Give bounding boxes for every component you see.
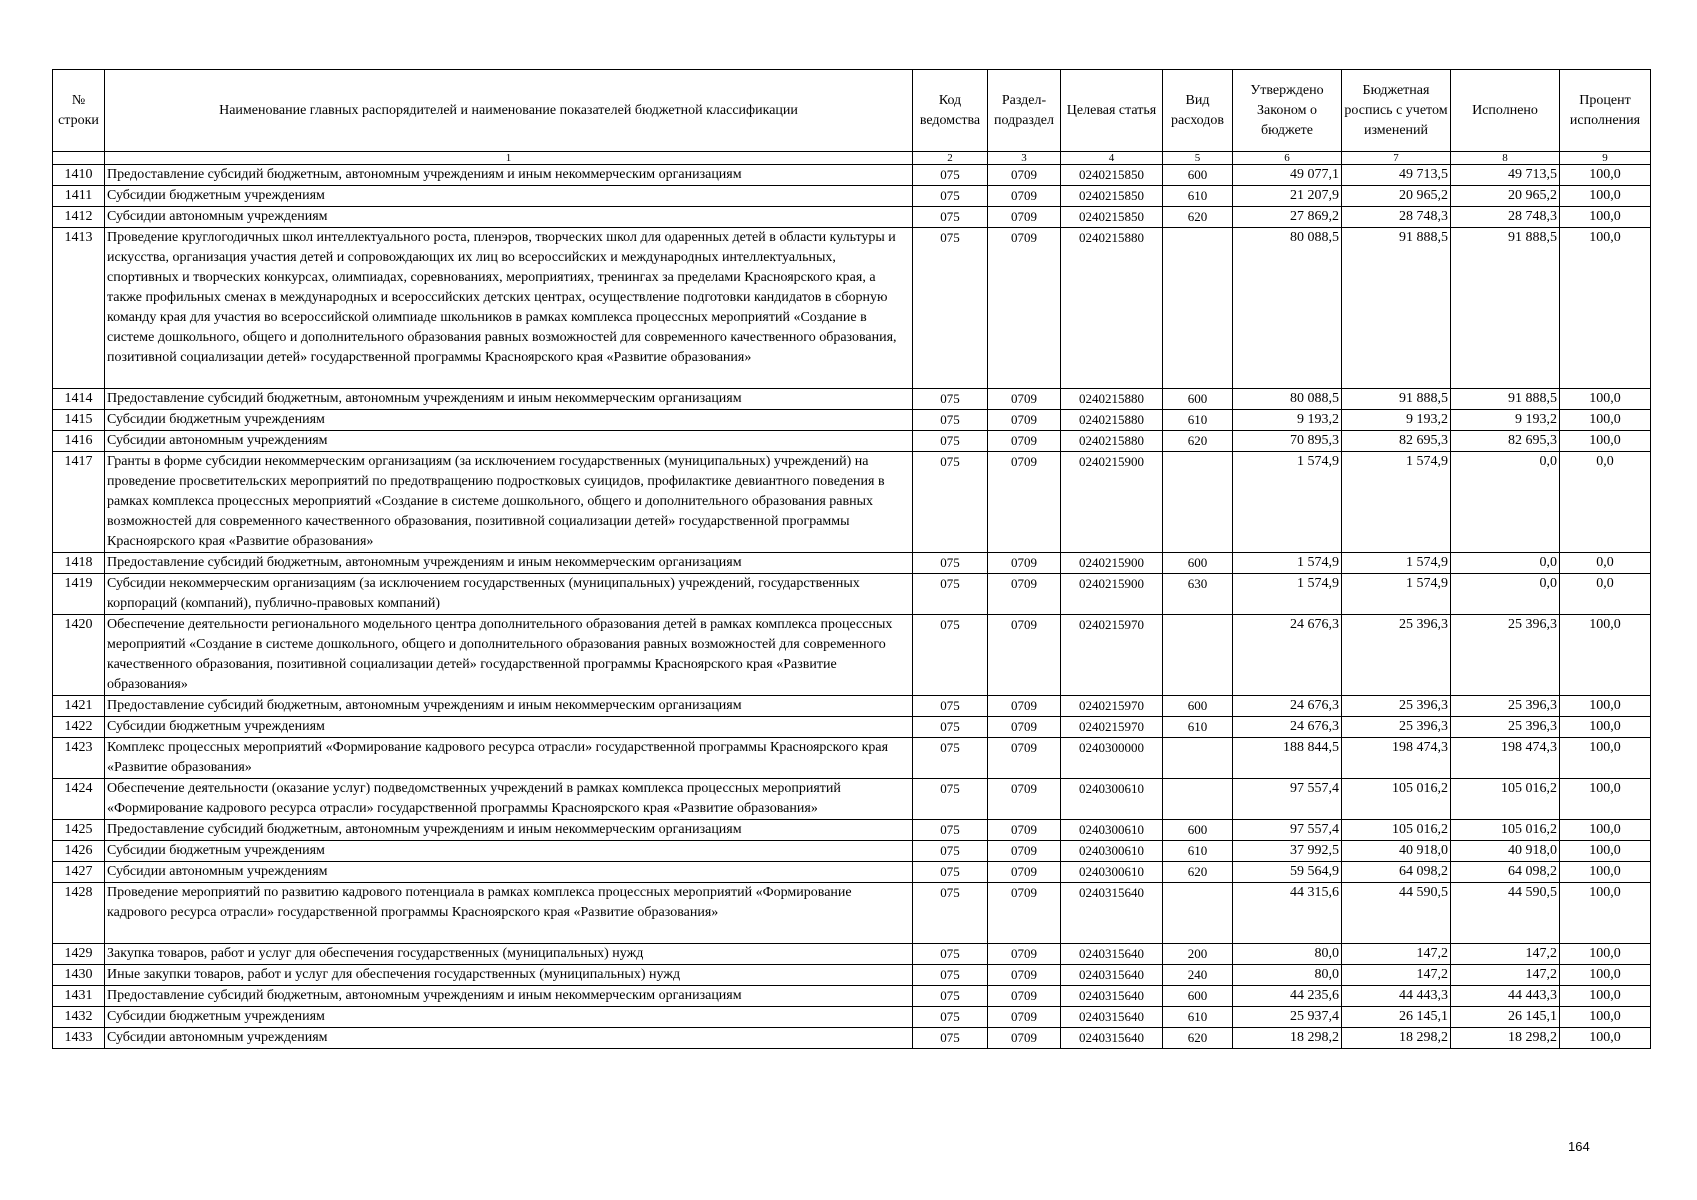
table-row (53, 431, 1651, 452)
section-cell: 0709 (988, 186, 1061, 207)
percent-cell: 100,0 (1560, 410, 1651, 431)
approved-amount-cell: 1 574,9 (1233, 452, 1342, 553)
target-article-cell: 0240315640 (1061, 883, 1163, 944)
expense-type-cell: 630 (1163, 574, 1233, 615)
row-number-cell: 1431 (53, 986, 105, 1007)
target-article-cell: 0240215900 (1061, 452, 1163, 553)
row-number-cell: 1422 (53, 717, 105, 738)
approved-amount-cell: 27 869,2 (1233, 207, 1342, 228)
department-code-cell: 075 (913, 574, 988, 615)
row-number-cell: 1432 (53, 1007, 105, 1028)
row-number-cell: 1423 (53, 738, 105, 779)
approved-amount-cell: 9 193,2 (1233, 410, 1342, 431)
approved-amount-cell: 37 992,5 (1233, 841, 1342, 862)
percent-cell: 100,0 (1560, 883, 1651, 944)
table-row (53, 410, 1651, 431)
target-article-cell: 0240215850 (1061, 207, 1163, 228)
approved-amount-cell: 59 564,9 (1233, 862, 1342, 883)
section-cell: 0709 (988, 207, 1061, 228)
department-code-cell: 075 (913, 862, 988, 883)
expense-type-cell (1163, 452, 1233, 553)
column-number: 1 (105, 152, 913, 165)
row-number-cell: 1425 (53, 820, 105, 841)
schedule-amount-cell: 147,2 (1342, 965, 1451, 986)
table-row (53, 452, 1651, 553)
section-cell: 0709 (988, 779, 1061, 820)
department-code-cell: 075 (913, 553, 988, 574)
executed-amount-cell: 105 016,2 (1451, 820, 1560, 841)
name-cell: Предоставление субсидий бюджетным, автономным учреждениям и иным некоммерческим организациям (105, 986, 913, 1007)
table-row (53, 986, 1651, 1007)
name-cell: Субсидии бюджетным учреждениям (105, 410, 913, 431)
name-cell: Обеспечение деятельности (оказание услуг) подведомственных учреждений в рамках комплекса процессных мероприятий «Формирование кадрового ресурса отрасли» государственной программы Красноярского края «Развитие образования» (105, 779, 913, 820)
expense-type-cell (1163, 883, 1233, 944)
expense-type-cell: 600 (1163, 165, 1233, 186)
section-cell: 0709 (988, 883, 1061, 944)
executed-amount-cell: 0,0 (1451, 574, 1560, 615)
target-article-cell: 0240215900 (1061, 553, 1163, 574)
percent-cell: 100,0 (1560, 165, 1651, 186)
department-code-cell: 075 (913, 207, 988, 228)
column-number: 6 (1233, 152, 1342, 165)
department-code-cell: 075 (913, 986, 988, 1007)
executed-amount-cell: 44 443,3 (1451, 986, 1560, 1007)
percent-cell: 100,0 (1560, 1028, 1651, 1049)
name-cell: Обеспечение деятельности регионального модельного центра дополнительного образования детей в рамках комплекса процессных мероприятий «Создание в системе дошкольного, общего и дополнительного образования равных возможностей для современного качественного образования, позитивной социализации детей» государственной программы Красноярского края «Развитие образования» (105, 615, 913, 696)
header-row-number: № строки (53, 70, 105, 152)
row-number-cell: 1417 (53, 452, 105, 553)
column-number: 2 (913, 152, 988, 165)
percent-cell: 100,0 (1560, 862, 1651, 883)
schedule-amount-cell: 1 574,9 (1342, 452, 1451, 553)
table-row (53, 820, 1651, 841)
target-article-cell: 0240300610 (1061, 779, 1163, 820)
schedule-amount-cell: 25 396,3 (1342, 615, 1451, 696)
executed-amount-cell: 49 713,5 (1451, 165, 1560, 186)
approved-amount-cell: 24 676,3 (1233, 615, 1342, 696)
department-code-cell: 075 (913, 717, 988, 738)
percent-cell: 100,0 (1560, 717, 1651, 738)
target-article-cell: 0240315640 (1061, 1007, 1163, 1028)
executed-amount-cell: 64 098,2 (1451, 862, 1560, 883)
row-number-cell: 1428 (53, 883, 105, 944)
schedule-amount-cell: 64 098,2 (1342, 862, 1451, 883)
approved-amount-cell: 70 895,3 (1233, 431, 1342, 452)
name-cell: Субсидии некоммерческим организациям (за исключением государственных (муниципальных) учреждений, государственных корпораций (компаний), публично-правовых компаний) (105, 574, 913, 615)
department-code-cell: 075 (913, 452, 988, 553)
executed-amount-cell: 44 590,5 (1451, 883, 1560, 944)
executed-amount-cell: 28 748,3 (1451, 207, 1560, 228)
approved-amount-cell: 1 574,9 (1233, 553, 1342, 574)
header-budget-schedule: Бюджетная роспись с учетом изменений (1342, 70, 1451, 152)
name-cell: Предоставление субсидий бюджетным, автономным учреждениям и иным некоммерческим организациям (105, 696, 913, 717)
section-cell: 0709 (988, 965, 1061, 986)
target-article-cell: 0240215880 (1061, 228, 1163, 389)
department-code-cell: 075 (913, 389, 988, 410)
expense-type-cell: 610 (1163, 1007, 1233, 1028)
section-cell: 0709 (988, 841, 1061, 862)
schedule-amount-cell: 198 474,3 (1342, 738, 1451, 779)
row-number-cell: 1415 (53, 410, 105, 431)
schedule-amount-cell: 25 396,3 (1342, 696, 1451, 717)
expense-type-cell: 610 (1163, 410, 1233, 431)
target-article-cell: 0240300610 (1061, 841, 1163, 862)
department-code-cell: 075 (913, 1028, 988, 1049)
table-row (53, 883, 1651, 944)
schedule-amount-cell: 105 016,2 (1342, 820, 1451, 841)
department-code-cell: 075 (913, 228, 988, 389)
executed-amount-cell: 147,2 (1451, 965, 1560, 986)
name-cell: Субсидии автономным учреждениям (105, 207, 913, 228)
schedule-amount-cell: 25 396,3 (1342, 717, 1451, 738)
table-row (53, 738, 1651, 779)
expense-type-cell: 620 (1163, 431, 1233, 452)
approved-amount-cell: 24 676,3 (1233, 696, 1342, 717)
table-row (53, 862, 1651, 883)
approved-amount-cell: 80,0 (1233, 944, 1342, 965)
section-cell: 0709 (988, 862, 1061, 883)
table-row (53, 553, 1651, 574)
executed-amount-cell: 40 918,0 (1451, 841, 1560, 862)
row-number-cell: 1429 (53, 944, 105, 965)
row-number-cell: 1413 (53, 228, 105, 389)
expense-type-cell (1163, 738, 1233, 779)
row-number-cell: 1416 (53, 431, 105, 452)
percent-cell: 0,0 (1560, 574, 1651, 615)
section-cell: 0709 (988, 696, 1061, 717)
percent-cell: 100,0 (1560, 965, 1651, 986)
department-code-cell: 075 (913, 883, 988, 944)
target-article-cell: 0240315640 (1061, 986, 1163, 1007)
target-article-cell: 0240215850 (1061, 165, 1163, 186)
row-number-cell: 1410 (53, 165, 105, 186)
row-number-cell: 1430 (53, 965, 105, 986)
column-number: 4 (1061, 152, 1163, 165)
section-cell: 0709 (988, 986, 1061, 1007)
percent-cell: 0,0 (1560, 553, 1651, 574)
executed-amount-cell: 0,0 (1451, 553, 1560, 574)
expense-type-cell: 200 (1163, 944, 1233, 965)
expense-type-cell: 620 (1163, 207, 1233, 228)
target-article-cell: 0240300610 (1061, 820, 1163, 841)
section-cell: 0709 (988, 452, 1061, 553)
schedule-amount-cell: 49 713,5 (1342, 165, 1451, 186)
department-code-cell: 075 (913, 738, 988, 779)
schedule-amount-cell: 44 590,5 (1342, 883, 1451, 944)
table-row (53, 965, 1651, 986)
percent-cell: 100,0 (1560, 186, 1651, 207)
target-article-cell: 0240215970 (1061, 615, 1163, 696)
percent-cell: 100,0 (1560, 207, 1651, 228)
name-cell: Предоставление субсидий бюджетным, автономным учреждениям и иным некоммерческим организациям (105, 165, 913, 186)
row-number-cell: 1427 (53, 862, 105, 883)
section-cell: 0709 (988, 944, 1061, 965)
column-number: 7 (1342, 152, 1451, 165)
percent-cell: 100,0 (1560, 615, 1651, 696)
approved-amount-cell: 97 557,4 (1233, 779, 1342, 820)
schedule-amount-cell: 9 193,2 (1342, 410, 1451, 431)
approved-amount-cell: 80 088,5 (1233, 389, 1342, 410)
expense-type-cell: 600 (1163, 820, 1233, 841)
budget-execution-table (52, 69, 1651, 1049)
column-number: 9 (1560, 152, 1651, 165)
name-cell: Субсидии бюджетным учреждениям (105, 1007, 913, 1028)
name-cell: Субсидии автономным учреждениям (105, 862, 913, 883)
schedule-amount-cell: 18 298,2 (1342, 1028, 1451, 1049)
department-code-cell: 075 (913, 615, 988, 696)
executed-amount-cell: 147,2 (1451, 944, 1560, 965)
table-row (53, 574, 1651, 615)
name-cell: Субсидии бюджетным учреждениям (105, 186, 913, 207)
executed-amount-cell: 91 888,5 (1451, 389, 1560, 410)
percent-cell: 100,0 (1560, 431, 1651, 452)
executed-amount-cell: 20 965,2 (1451, 186, 1560, 207)
approved-amount-cell: 44 235,6 (1233, 986, 1342, 1007)
name-cell: Субсидии бюджетным учреждениям (105, 717, 913, 738)
name-cell: Субсидии автономным учреждениям (105, 1028, 913, 1049)
section-cell: 0709 (988, 410, 1061, 431)
percent-cell: 100,0 (1560, 696, 1651, 717)
executed-amount-cell: 9 193,2 (1451, 410, 1560, 431)
name-cell: Субсидии бюджетным учреждениям (105, 841, 913, 862)
section-cell: 0709 (988, 1028, 1061, 1049)
expense-type-cell (1163, 615, 1233, 696)
expense-type-cell: 610 (1163, 841, 1233, 862)
table-row (53, 779, 1651, 820)
executed-amount-cell: 198 474,3 (1451, 738, 1560, 779)
percent-cell: 100,0 (1560, 389, 1651, 410)
schedule-amount-cell: 91 888,5 (1342, 228, 1451, 389)
expense-type-cell: 600 (1163, 553, 1233, 574)
expense-type-cell: 620 (1163, 862, 1233, 883)
approved-amount-cell: 80,0 (1233, 965, 1342, 986)
percent-cell: 100,0 (1560, 1007, 1651, 1028)
executed-amount-cell: 26 145,1 (1451, 1007, 1560, 1028)
schedule-amount-cell: 105 016,2 (1342, 779, 1451, 820)
schedule-amount-cell: 40 918,0 (1342, 841, 1451, 862)
percent-cell: 100,0 (1560, 820, 1651, 841)
header-department-code: Код ведомства (913, 70, 988, 152)
schedule-amount-cell: 82 695,3 (1342, 431, 1451, 452)
expense-type-cell: 600 (1163, 389, 1233, 410)
column-number-row (53, 152, 1651, 165)
expense-type-cell: 610 (1163, 186, 1233, 207)
table-row (53, 165, 1651, 186)
table-body (53, 165, 1651, 1049)
column-number: 3 (988, 152, 1061, 165)
target-article-cell: 0240300610 (1061, 862, 1163, 883)
approved-amount-cell: 1 574,9 (1233, 574, 1342, 615)
approved-amount-cell: 25 937,4 (1233, 1007, 1342, 1028)
expense-type-cell: 600 (1163, 696, 1233, 717)
table-row (53, 389, 1651, 410)
section-cell: 0709 (988, 615, 1061, 696)
name-cell: Иные закупки товаров, работ и услуг для обеспечения государственных (муниципальных) нужд (105, 965, 913, 986)
executed-amount-cell: 91 888,5 (1451, 228, 1560, 389)
approved-amount-cell: 49 077,1 (1233, 165, 1342, 186)
header-target-article: Целевая статья (1061, 70, 1163, 152)
section-cell: 0709 (988, 553, 1061, 574)
percent-cell: 100,0 (1560, 779, 1651, 820)
target-article-cell: 0240300000 (1061, 738, 1163, 779)
expense-type-cell (1163, 779, 1233, 820)
header-approved: Утверждено Законом о бюджете (1233, 70, 1342, 152)
row-number-cell: 1424 (53, 779, 105, 820)
schedule-amount-cell: 147,2 (1342, 944, 1451, 965)
row-number-cell: 1420 (53, 615, 105, 696)
row-number-cell: 1414 (53, 389, 105, 410)
table-row (53, 841, 1651, 862)
executed-amount-cell: 25 396,3 (1451, 615, 1560, 696)
department-code-cell: 075 (913, 944, 988, 965)
table-row (53, 615, 1651, 696)
name-cell: Субсидии автономным учреждениям (105, 431, 913, 452)
section-cell: 0709 (988, 717, 1061, 738)
table-row (53, 944, 1651, 965)
row-number-cell: 1411 (53, 186, 105, 207)
name-cell: Гранты в форме субсидии некоммерческим организациям (за исключением государственных (муниципальных) учреждений) на проведение просветительских мероприятий по предотвращению подростковых суицидов, профилактике девиантного поведения в рамках комплекса процессных мероприятий «Создание в системе дошкольного, общего и дополнительного образования равных возможностей для современного качественного образования, позитивной социализации детей» государственной программы Красноярского края «Развитие образования» (105, 452, 913, 553)
target-article-cell: 0240215880 (1061, 431, 1163, 452)
section-cell: 0709 (988, 431, 1061, 452)
table-header-row (53, 70, 1651, 152)
table-row (53, 1007, 1651, 1028)
target-article-cell: 0240215880 (1061, 389, 1163, 410)
department-code-cell: 075 (913, 779, 988, 820)
expense-type-cell: 600 (1163, 986, 1233, 1007)
column-number: 5 (1163, 152, 1233, 165)
column-number-empty (53, 152, 105, 165)
percent-cell: 100,0 (1560, 228, 1651, 389)
schedule-amount-cell: 26 145,1 (1342, 1007, 1451, 1028)
column-number: 8 (1451, 152, 1560, 165)
section-cell: 0709 (988, 820, 1061, 841)
name-cell: Проведение круглогодичных школ интеллектуального роста, пленэров, творческих школ для одаренных детей в области культуры и искусства, организация участия детей и сопровождающих их лиц во всероссийских и международных интеллектуальных, спортивных и творческих конкурсах, олимпиадах, соревнованиях, мероприятиях, тренингах за пределами Красноярского края, а также профильных сменах в международных и всероссийских детских центрах, осуществление подготовки кандидатов в сборную команду края для участия во всероссийской олимпиаде школьников в рамках комплекса процессных мероприятий «Создание в системе дошкольного, общего и дополнительного образования равных возможностей для современного качественного образования, позитивной социализации детей» государственной программы Красноярского края «Развитие образования» (105, 228, 913, 389)
name-cell: Предоставление субсидий бюджетным, автономным учреждениям и иным некоммерческим организациям (105, 820, 913, 841)
department-code-cell: 075 (913, 431, 988, 452)
name-cell: Закупка товаров, работ и услуг для обеспечения государственных (муниципальных) нужд (105, 944, 913, 965)
department-code-cell: 075 (913, 186, 988, 207)
percent-cell: 100,0 (1560, 841, 1651, 862)
section-cell: 0709 (988, 228, 1061, 389)
schedule-amount-cell: 1 574,9 (1342, 574, 1451, 615)
row-number-cell: 1433 (53, 1028, 105, 1049)
section-cell: 0709 (988, 574, 1061, 615)
table-row (53, 186, 1651, 207)
approved-amount-cell: 24 676,3 (1233, 717, 1342, 738)
row-number-cell: 1421 (53, 696, 105, 717)
table-row (53, 717, 1651, 738)
schedule-amount-cell: 28 748,3 (1342, 207, 1451, 228)
expense-type-cell: 240 (1163, 965, 1233, 986)
expense-type-cell: 620 (1163, 1028, 1233, 1049)
header-expense-type: Вид расходов (1163, 70, 1233, 152)
name-cell: Предоставление субсидий бюджетным, автономным учреждениям и иным некоммерческим организациям (105, 553, 913, 574)
header-percent: Процент исполнения (1560, 70, 1651, 152)
page-number: 164 (1568, 1139, 1590, 1154)
expense-type-cell: 610 (1163, 717, 1233, 738)
section-cell: 0709 (988, 165, 1061, 186)
target-article-cell: 0240215900 (1061, 574, 1163, 615)
target-article-cell: 0240215880 (1061, 410, 1163, 431)
approved-amount-cell: 97 557,4 (1233, 820, 1342, 841)
target-article-cell: 0240315640 (1061, 1028, 1163, 1049)
table-row (53, 1028, 1651, 1049)
target-article-cell: 0240215850 (1061, 186, 1163, 207)
schedule-amount-cell: 91 888,5 (1342, 389, 1451, 410)
target-article-cell: 0240215970 (1061, 717, 1163, 738)
department-code-cell: 075 (913, 1007, 988, 1028)
executed-amount-cell: 0,0 (1451, 452, 1560, 553)
approved-amount-cell: 188 844,5 (1233, 738, 1342, 779)
row-number-cell: 1426 (53, 841, 105, 862)
executed-amount-cell: 25 396,3 (1451, 717, 1560, 738)
percent-cell: 100,0 (1560, 986, 1651, 1007)
name-cell: Предоставление субсидий бюджетным, автономным учреждениям и иным некоммерческим организациям (105, 389, 913, 410)
percent-cell: 100,0 (1560, 738, 1651, 779)
row-number-cell: 1418 (53, 553, 105, 574)
executed-amount-cell: 25 396,3 (1451, 696, 1560, 717)
executed-amount-cell: 18 298,2 (1451, 1028, 1560, 1049)
schedule-amount-cell: 1 574,9 (1342, 553, 1451, 574)
header-executed: Исполнено (1451, 70, 1560, 152)
table-row (53, 696, 1651, 717)
approved-amount-cell: 44 315,6 (1233, 883, 1342, 944)
schedule-amount-cell: 20 965,2 (1342, 186, 1451, 207)
executed-amount-cell: 82 695,3 (1451, 431, 1560, 452)
target-article-cell: 0240215970 (1061, 696, 1163, 717)
department-code-cell: 075 (913, 820, 988, 841)
department-code-cell: 075 (913, 410, 988, 431)
target-article-cell: 0240315640 (1061, 965, 1163, 986)
name-cell: Комплекс процессных мероприятий «Формирование кадрового ресурса отрасли» государственной программы Красноярского края «Развитие образования» (105, 738, 913, 779)
section-cell: 0709 (988, 389, 1061, 410)
target-article-cell: 0240315640 (1061, 944, 1163, 965)
department-code-cell: 075 (913, 841, 988, 862)
department-code-cell: 075 (913, 965, 988, 986)
department-code-cell: 075 (913, 165, 988, 186)
approved-amount-cell: 21 207,9 (1233, 186, 1342, 207)
section-cell: 0709 (988, 738, 1061, 779)
schedule-amount-cell: 44 443,3 (1342, 986, 1451, 1007)
row-number-cell: 1419 (53, 574, 105, 615)
table-row (53, 207, 1651, 228)
section-cell: 0709 (988, 1007, 1061, 1028)
approved-amount-cell: 18 298,2 (1233, 1028, 1342, 1049)
executed-amount-cell: 105 016,2 (1451, 779, 1560, 820)
name-cell: Проведение мероприятий по развитию кадрового потенциала в рамках комплекса процессных мероприятий «Формирование кадрового ресурса отрасли» государственной программы Красноярского края «Развитие образования» (105, 883, 913, 944)
percent-cell: 100,0 (1560, 944, 1651, 965)
department-code-cell: 075 (913, 696, 988, 717)
percent-cell: 0,0 (1560, 452, 1651, 553)
row-number-cell: 1412 (53, 207, 105, 228)
table-row (53, 228, 1651, 389)
header-section: Раздел-подраздел (988, 70, 1061, 152)
expense-type-cell (1163, 228, 1233, 389)
header-name: Наименование главных распорядителей и наименование показателей бюджетной классификации (105, 70, 913, 152)
approved-amount-cell: 80 088,5 (1233, 228, 1342, 389)
